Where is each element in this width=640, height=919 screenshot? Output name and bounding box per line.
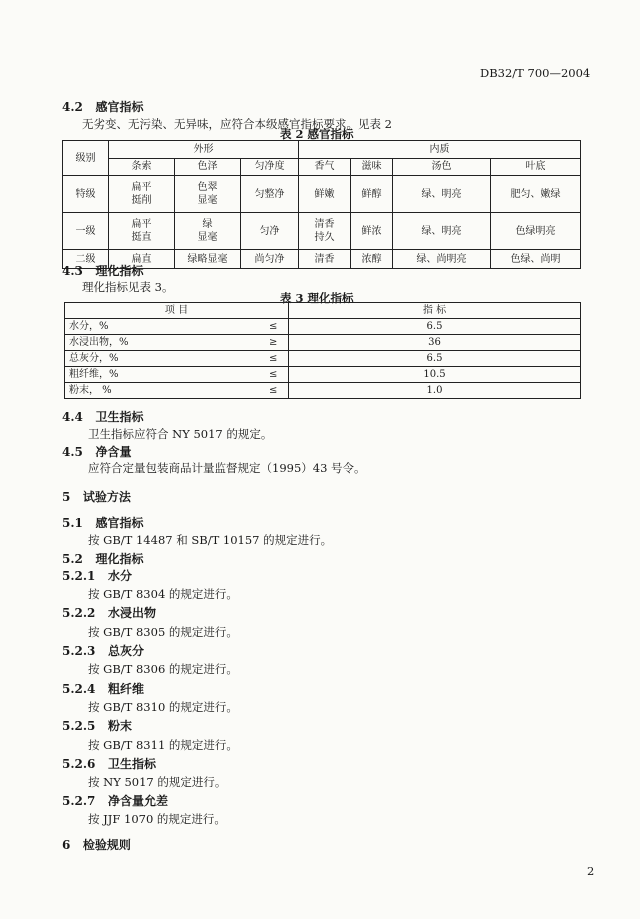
section-title: 粉末 <box>107 719 132 733</box>
operator-cell: ≤ <box>259 351 289 367</box>
table-row <box>65 383 581 399</box>
standard-number: DB32/T 700—2004 <box>480 66 591 80</box>
section-5-2-heading <box>62 550 143 567</box>
grade-header: 级别 <box>63 141 109 176</box>
section-number: 5.2.6 <box>62 757 96 771</box>
section-5-1-heading <box>62 514 143 531</box>
section-number: 4.3 <box>62 264 83 278</box>
section-number: 4.4 <box>62 410 83 424</box>
table-row <box>65 319 581 335</box>
operator-cell: ≥ <box>259 335 289 351</box>
section-number: 5.2.1 <box>62 569 96 583</box>
section-number: 5.2.5 <box>62 719 96 733</box>
table-header-row <box>63 158 581 176</box>
section-number: 5.2.3 <box>62 644 96 658</box>
table-cell: 尚匀净 <box>241 250 299 269</box>
table-cell: 清香 <box>299 250 351 269</box>
section-4-2-heading <box>62 98 143 115</box>
item-cell: 水浸出物，% <box>65 335 259 351</box>
column-header: 叶底 <box>491 158 581 176</box>
grade-cell: 一级 <box>63 213 109 250</box>
section-title: 感官指标 <box>95 516 144 530</box>
value-cell: 6.5 <box>289 351 581 367</box>
section-5-2-3-text: 按 GB/T 8306 的规定进行。 <box>88 662 238 676</box>
section-5-2-2-heading <box>62 604 156 621</box>
grade-cell: 二级 <box>63 250 109 269</box>
physicochemical-table <box>64 302 581 399</box>
table-cell: 清香 持久 <box>299 213 351 250</box>
operator-cell: ≤ <box>259 383 289 399</box>
index-header: 指 标 <box>289 303 581 319</box>
section-number: 4.5 <box>62 445 83 459</box>
section-number: 5.2.7 <box>62 794 96 808</box>
section-title: 卫生指标 <box>107 757 156 771</box>
table-cell: 色绿明亮 <box>491 213 581 250</box>
table-cell: 扁平 挺直 <box>109 213 175 250</box>
section-6-heading <box>62 836 131 853</box>
column-header: 条索 <box>109 158 175 176</box>
section-number: 5.2 <box>62 552 83 566</box>
section-title: 粗纤维 <box>107 682 144 696</box>
section-4-3-heading <box>62 262 143 279</box>
table-cell: 色翠 显毫 <box>175 176 241 213</box>
value-cell: 36 <box>289 335 581 351</box>
table-cell: 浓醇 <box>351 250 393 269</box>
section-title: 净含量允差 <box>107 794 168 808</box>
section-title: 净含量 <box>95 445 132 459</box>
section-title: 理化指标 <box>95 552 144 566</box>
column-header: 匀净度 <box>241 158 299 176</box>
table-row <box>65 351 581 367</box>
section-title: 水分 <box>107 569 132 583</box>
table-row <box>63 176 581 213</box>
table-cell: 匀整净 <box>241 176 299 213</box>
section-title: 水浸出物 <box>107 606 156 620</box>
value-cell: 6.5 <box>289 319 581 335</box>
table-cell: 鲜浓 <box>351 213 393 250</box>
table-header-row <box>65 303 581 319</box>
section-title: 感官指标 <box>95 100 144 114</box>
column-header: 滋味 <box>351 158 393 176</box>
operator-cell: ≤ <box>259 367 289 383</box>
section-title: 卫生指标 <box>95 410 144 424</box>
table-cell: 鲜醇 <box>351 176 393 213</box>
section-4-5-text: 应符合定量包装商品计量监督规定（1995）43 号令。 <box>88 461 366 475</box>
section-number: 5.2.4 <box>62 682 96 696</box>
table-row <box>65 367 581 383</box>
column-header: 色泽 <box>175 158 241 176</box>
table-cell: 绿略显毫 <box>175 250 241 269</box>
table-cell: 绿、明亮 <box>393 213 491 250</box>
column-header: 香气 <box>299 158 351 176</box>
section-5-2-7-text: 按 JJF 1070 的规定进行。 <box>88 812 226 826</box>
section-number: 6 <box>62 838 71 852</box>
section-5-2-5-heading <box>62 717 132 734</box>
grade-cell: 特级 <box>63 176 109 213</box>
item-cell: 粗纤维，% <box>65 367 259 383</box>
operator-cell: ≤ <box>259 319 289 335</box>
section-5-2-6-heading <box>62 755 156 772</box>
section-5-2-5-text: 按 GB/T 8311 的规定进行。 <box>88 738 238 752</box>
table-cell: 绿、明亮 <box>393 176 491 213</box>
value-cell: 1.0 <box>289 383 581 399</box>
section-5-2-4-text: 按 GB/T 8310 的规定进行。 <box>88 700 238 714</box>
item-cell: 总灰分，% <box>65 351 259 367</box>
inner-group-header: 内质 <box>299 141 581 159</box>
section-title: 理化指标 <box>95 264 144 278</box>
value-cell: 10.5 <box>289 367 581 383</box>
section-4-3-text: 理化指标见表 3。 <box>82 280 174 294</box>
table-2-caption: 表 2 感官指标 <box>280 127 354 141</box>
section-number: 5 <box>62 490 71 504</box>
item-cell: 水分，% <box>65 319 259 335</box>
appearance-group-header: 外形 <box>109 141 299 159</box>
section-5-1-text: 按 GB/T 14487 和 SB/T 10157 的规定进行。 <box>88 533 333 547</box>
table-cell: 扁直 <box>109 250 175 269</box>
section-title: 检验规则 <box>82 838 131 852</box>
section-4-5-heading <box>62 443 131 460</box>
section-5-2-6-text: 按 NY 5017 的规定进行。 <box>88 775 227 789</box>
section-number: 5.1 <box>62 516 83 530</box>
section-title: 试验方法 <box>82 490 131 504</box>
table-cell: 肥匀、嫩绿 <box>491 176 581 213</box>
section-5-2-1-text: 按 GB/T 8304 的规定进行。 <box>88 587 238 601</box>
section-5-2-4-heading <box>62 680 144 697</box>
table-row <box>65 335 581 351</box>
table-cell: 鲜嫩 <box>299 176 351 213</box>
section-4-4-heading <box>62 408 143 425</box>
item-header: 项 目 <box>65 303 289 319</box>
table-cell: 扁平 挺削 <box>109 176 175 213</box>
section-number: 5.2.2 <box>62 606 96 620</box>
section-5-2-1-heading <box>62 567 132 584</box>
table-header-row <box>63 141 581 159</box>
table-3-caption: 表 3 理化指标 <box>280 291 354 305</box>
table-cell: 色绿、尚明 <box>491 250 581 269</box>
section-5-heading <box>62 488 131 505</box>
table-cell: 绿 显毫 <box>175 213 241 250</box>
table-row <box>63 213 581 250</box>
section-5-2-7-heading <box>62 792 168 809</box>
page-number: 2 <box>587 864 595 878</box>
section-title: 总灰分 <box>107 644 144 658</box>
table-cell: 绿、尚明亮 <box>393 250 491 269</box>
item-cell: 粉末， % <box>65 383 259 399</box>
column-header: 汤色 <box>393 158 491 176</box>
section-5-2-2-text: 按 GB/T 8305 的规定进行。 <box>88 625 238 639</box>
section-5-2-3-heading <box>62 642 144 659</box>
sensory-table <box>62 140 581 269</box>
section-4-4-text: 卫生指标应符合 NY 5017 的规定。 <box>88 427 273 441</box>
table-cell: 匀净 <box>241 213 299 250</box>
section-number: 4.2 <box>62 100 83 114</box>
section-4-2-text: 无劣变、无污染、无异味，应符合本级感官指标要求。见表 2 <box>82 117 392 131</box>
